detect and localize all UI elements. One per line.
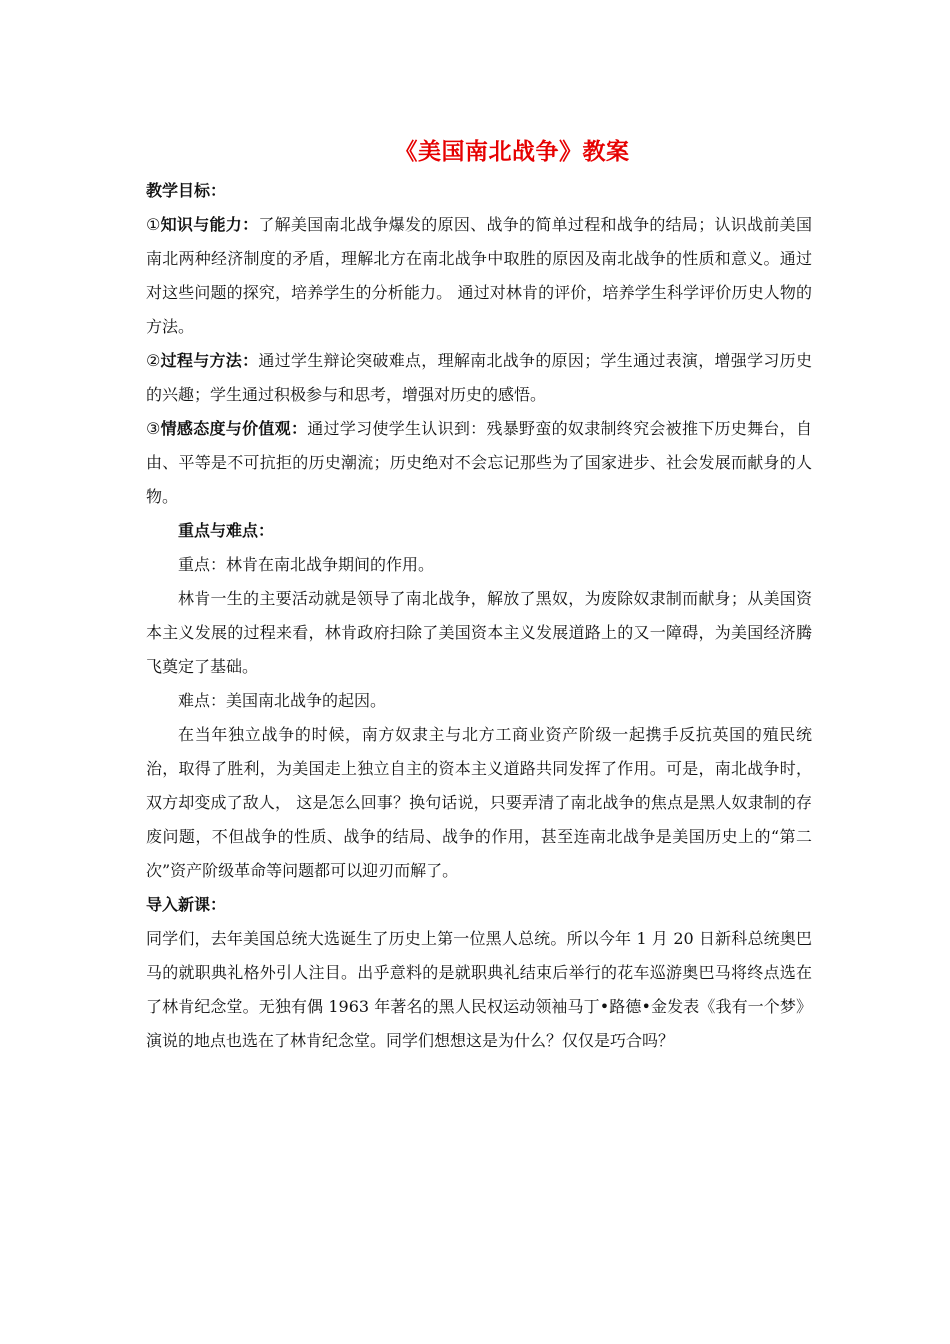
objective-text: 通过学习使学生认识到：残暴野蛮的奴隶制终究会被推下历史舞台，自由、平等是不可抗拒的历史潮流；历史绝对不会忘记那些为了国家进步、社会发展而献身的人物。 — [146, 419, 812, 506]
objective-bullet: ① — [146, 215, 161, 234]
objective-values — [146, 412, 812, 514]
focus-text: 林肯一生的主要活动就是领导了南北战争，解放了黑奴，为废除奴隶制而献身；从美国资本主义发展的过程来看，林肯政府扫除了美国资本主义发展道路上的又一障碍，为美国经济腾飞奠定了基础。 — [146, 589, 812, 676]
key-points-heading: 重点与难点： — [178, 521, 275, 540]
objective-label: 过程与方法 — [160, 351, 243, 370]
objective-colon: ： — [290, 419, 308, 438]
objective-label: 情感态度与价值观 — [160, 419, 291, 438]
intro-heading: 导入新课： — [146, 895, 227, 914]
objective-knowledge — [146, 208, 812, 344]
difficulty-label: 难点：美国南北战争的起因。 — [178, 691, 387, 710]
objective-process — [146, 344, 812, 412]
objectives-heading: 教学目标： — [146, 181, 227, 200]
objective-colon: ： — [242, 215, 259, 234]
objective-bullet: ② — [146, 351, 161, 370]
objective-colon: ： — [242, 351, 259, 370]
objective-text: 通过学生辩论突破难点，理解南北战争的原因；学生通过表演，增强学习历史的兴趣；学生通过积极参与和思考，增强对历史的感悟。 — [146, 351, 812, 404]
objective-text: 了解美国南北战争爆发的原因、战争的简单过程和战争的结局；认识战前美国南北两种经济制度的矛盾，理解北方在南北战争中取胜的原因及南北战争的性质和意义。通过对这些问题的探究，培养学生的分析能力。 通过对林肯的评价，培养学生科学评价历史人物的方法。 — [146, 215, 812, 336]
objective-label: 知识与能力 — [160, 215, 243, 234]
document-body — [146, 174, 812, 1058]
document-title: 《美国南北战争》教案 — [394, 139, 630, 165]
difficulty-text: 在当年独立战争的时候，南方奴隶主与北方工商业资产阶级一起携手反抗英国的殖民统治，取得了胜利，为美国走上独立自主的资本主义道路共同发挥了作用。可是，南北战争时，双方却变成了敌人， 这是怎么回事？换句话说，只要弄清了南北战争的焦点是黑人奴隶制的存废问题，不但战争的性质、战争的结局、战争的作用，甚至连南北战争是美国历史上的“第二次”资产阶级革命等问题都可以迎刃而解了。 — [146, 725, 812, 880]
objective-bullet: ③ — [146, 419, 161, 438]
intro-text: 同学们，去年美国总统大选诞生了历史上第一位黑人总统。所以今年 1 月 20 日新科总统奥巴马的就职典礼格外引人注目。出乎意料的是就职典礼结束后举行的花车巡游奥巴马将终点选在了林肯纪念堂。无独有偶 1963 年著名的黑人民权运动领袖马丁•路德•金发表《我有一个梦》演说的地点也选在了林肯纪念堂。同学们想想这是为什么？仅仅是巧合吗？ — [146, 929, 812, 1050]
focus-label: 重点：林肯在南北战争期间的作用。 — [178, 555, 435, 574]
